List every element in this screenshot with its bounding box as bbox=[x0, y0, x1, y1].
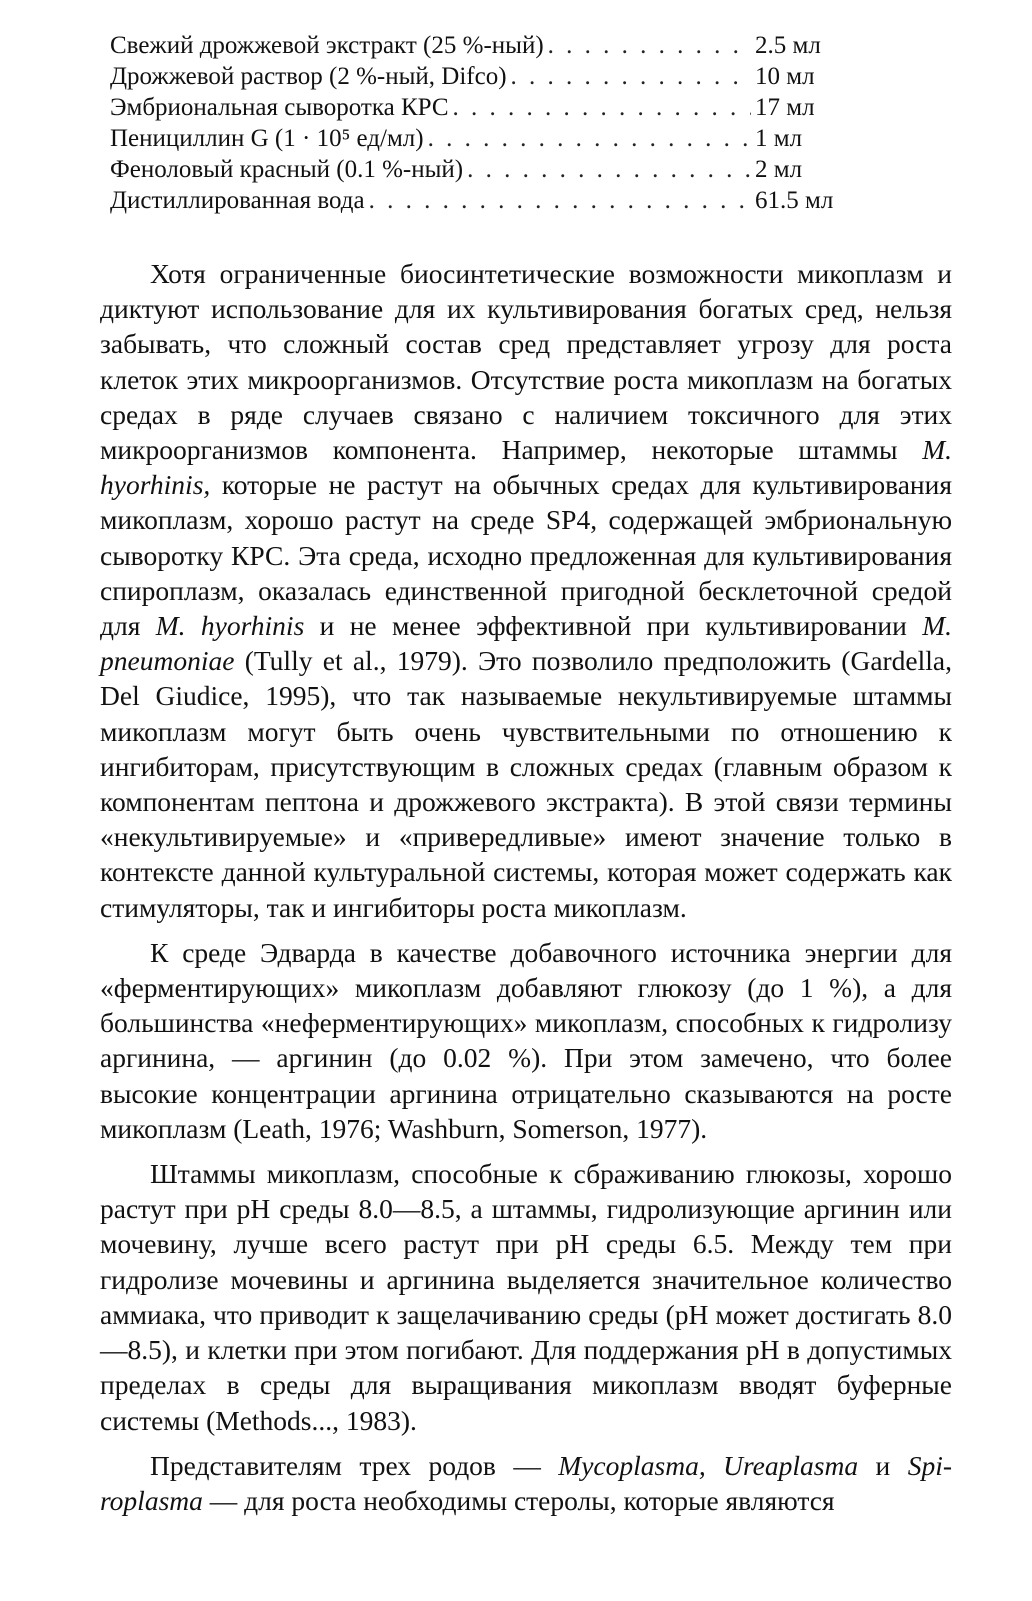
recipe-row bbox=[110, 154, 850, 185]
ingredient-name: Дрожжевой раствор (2 %-ный, Difco) bbox=[110, 63, 507, 90]
ingredient-name: Пенициллин G (1 · 10⁵ ед/мл) bbox=[110, 125, 424, 152]
species-name: M. hyorhinis bbox=[155, 610, 305, 642]
leader-dots bbox=[453, 92, 751, 123]
paragraph: К среде Эдварда в качестве добавочного источника энергии для «ферментирующих» микоплазм добавляют глюкозу (до 1 %), а для большинства «неферментирующих» микоплазм, способных к гидролизу аргинина, — аргинин (до 0.02 %). При этом замечено, что более высокие концентрации аргинина отрицательно сказываются на росте микоплазм (Leath, 1976; Washburn, Somerson, 1977). bbox=[100, 936, 952, 1144]
recipe-row bbox=[110, 123, 850, 154]
paragraph: Штаммы микоплазм, способные к сбраживанию глюкозы, хорошо растут при pH среды 8.0—8.5, а штаммы, гидролизующие аргинин или мочевину, лучше всего растут при pH среды 6.5. Между тем при гидролизе мочевины и аргинина выделяется значительное количество аммиака, что приводит к защелачиванию среды (pH может достигать 8.0—8.5), и клетки при этом погибают. Для поддержания pH в допустимых пределах в среды для выращивания микоплазм вводят буферные системы (Methods..., 1983). bbox=[100, 1158, 952, 1436]
ingredient-amount: 61.5 мл bbox=[755, 187, 834, 214]
species-name: M. pneumoniae bbox=[100, 610, 952, 677]
leader-dots bbox=[467, 154, 751, 185]
genus-names: Mycoplasma, Ureaplasma bbox=[558, 1449, 859, 1481]
ingredient-name: Феноловый красный (0.1 %-ный) bbox=[110, 156, 464, 183]
genus-name: Spiroplasma bbox=[100, 1449, 952, 1516]
ingredient-amount: 17 мл bbox=[755, 94, 815, 121]
leader-dots bbox=[511, 61, 751, 92]
leader-dots bbox=[369, 185, 751, 216]
text-run: — для роста необходимы стеролы, которые являются bbox=[202, 1484, 835, 1516]
ingredient-amount: 2 мл bbox=[755, 156, 803, 183]
text-run: которые не растут на обычных средах для культивирования микоплазм, хорошо растут на среде SP4, содержащей эмбриональную сыворотку КРС. Эта среда, исходно предложенная для культивирования спироплазм, оказалась единственной пригодной бесклеточной средой для bbox=[100, 469, 952, 642]
recipe-row bbox=[110, 185, 850, 216]
body-text bbox=[100, 256, 952, 1518]
text-run: и не менее эффективной при культивировании bbox=[304, 610, 923, 642]
ingredient-name: Свежий дрожжевой экстракт (25 %-ный) bbox=[110, 32, 544, 59]
recipe-row bbox=[110, 30, 850, 61]
leader-dots bbox=[548, 30, 751, 61]
ingredient-amount: 10 мл bbox=[755, 63, 815, 90]
text-run: и bbox=[858, 1449, 908, 1481]
medium-composition-list bbox=[110, 30, 850, 216]
species-name: M. hyorhinis, bbox=[100, 434, 952, 501]
ingredient-amount: 1 мл bbox=[755, 125, 803, 152]
recipe-row bbox=[110, 61, 850, 92]
paragraph bbox=[100, 256, 952, 925]
ingredient-name: Дистиллированная вода bbox=[110, 187, 365, 214]
text-run: Представителям трех родов — bbox=[150, 1449, 559, 1481]
ingredient-name: Эмбриональная сыворотка КРС bbox=[110, 94, 449, 121]
ingredient-amount: 2.5 мл bbox=[755, 32, 821, 59]
leader-dots bbox=[428, 123, 751, 154]
text-run: Хотя ограниченные биосинтетические возможности микоплазм и диктуют использование для их культивирования богатых сред, нельзя забывать, что сложный состав сред представляет угрозу для роста клеток этих микроорганизмов. Отсутствие роста микоплазм на богатых средах в ряде случаев связано с наличием токсичного для этих микроорганизмов компонента. Например, некоторые штаммы bbox=[100, 258, 952, 466]
paragraph bbox=[100, 1448, 952, 1518]
text-run: (Tully et al., 1979). Это позволило предположить (Gardella, Del Giudice, 1995), что так называемые некультивируемые штаммы микоплазм могут быть очень чувствительными по отношению к ингибиторам, присутствующим в сложных средах (главным образом к компонентам пептона и дрожжевого экстракта). В этой связи термины «некультивируемые» и «привередливые» имеют значение только в контексте данной культуральной системы, которая может содержать как стимуляторы, так и ингибиторы роста микоплазм. bbox=[100, 645, 952, 923]
recipe-row bbox=[110, 92, 850, 123]
